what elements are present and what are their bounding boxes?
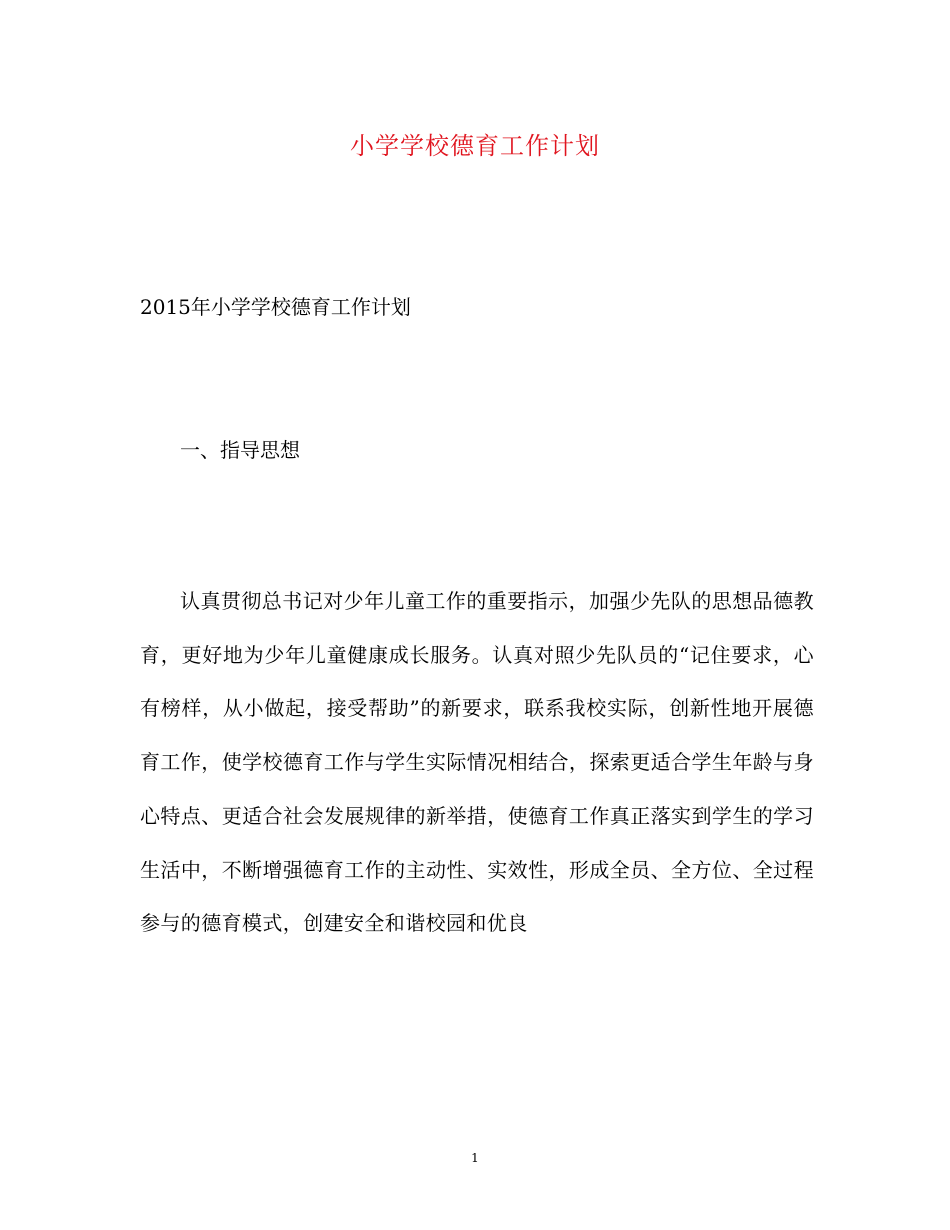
document-title: 小学学校德育工作计划 (350, 132, 600, 160)
page-number: 1 (471, 1151, 479, 1165)
section-heading-guiding-ideology: 一、指导思想 (180, 438, 300, 462)
document-subtitle: 2015年小学学校德育工作计划 (140, 295, 411, 319)
body-paragraph: 认真贯彻总书记对少年儿童工作的重要指示，加强少先队的思想品德教育，更好地为少年儿童健康成长服务。认真对照少先队员的“记住要求，心有榜样，从小做起，接受帮助”的新要求，联系我校实际，创新性地开展德育工作，使学校德育工作与学生实际情况相结合，探索更适合学生年龄与身心特点、更适合社会发展规律的新举措，使德育工作真正落实到学生的学习生活中，不断增强德育工作的主动性、实效性，形成全员、全方位、全过程参与的德育模式，创建安全和谐校园和优良 (140, 589, 814, 936)
